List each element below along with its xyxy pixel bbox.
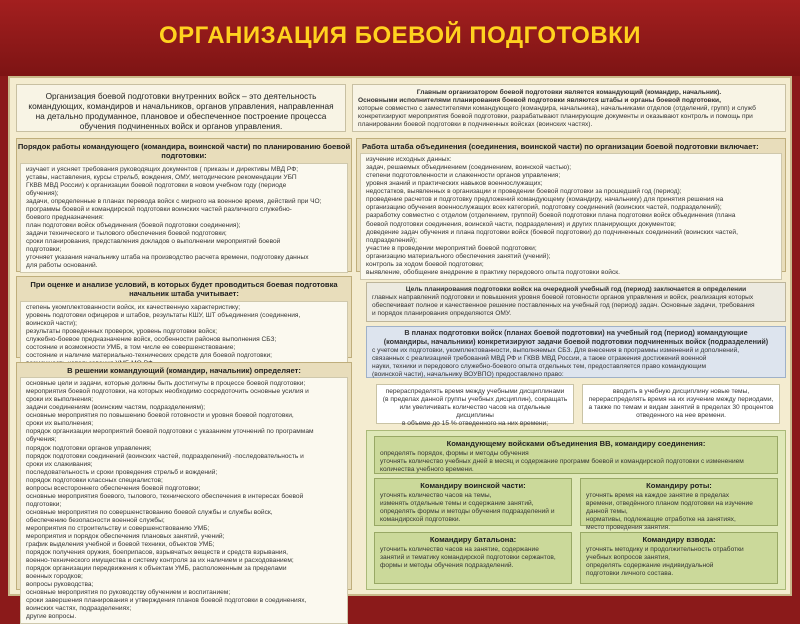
list-item: подготовки личного состава. xyxy=(586,570,674,578)
intro-line: командующих, командиров и начальников, органов управления, направленная xyxy=(28,101,334,112)
conditions-box xyxy=(16,276,352,358)
list-item: уточнять время на каждое занятие в пределах xyxy=(586,492,730,500)
list-item: задачи соединениям (воинским частям, подразделениям); xyxy=(26,404,206,412)
commander-order-list xyxy=(20,163,348,273)
intro-right-line: которые совместно с заместителями командующего (командира, начальника), начальниками отделов (отделений, групп) и служб xyxy=(358,105,756,113)
list-item: основные мероприятия по повышению боевой готовности и уровня боевой подготовки, xyxy=(26,412,294,420)
list-item: степень укомплектованности войск, их качественную характеристику; xyxy=(26,303,241,311)
list-item: боевой подготовки соединения, воинской части, подразделения) и других планирующих документов; xyxy=(366,220,676,228)
conditions-list xyxy=(20,301,348,371)
planning-goal-box xyxy=(366,282,786,322)
list-item: место проведения занятия. xyxy=(586,524,671,532)
plans-line: связанных с реализацией требований МВД РФ и ГКВВ МВД России, а также отражения достижений военной xyxy=(372,354,707,362)
commander-order-box xyxy=(16,138,352,272)
plans-line: с учетом их подготовки, укомплектованности, выполняемых СБЗ. Для внесения в программы изменений и дополнений, xyxy=(372,346,740,354)
card-line: или увеличивать количество часов на отдельные дисциплины xyxy=(399,404,551,420)
list-item: определять содержание индивидуальной xyxy=(586,562,714,570)
district-commander-box xyxy=(374,436,778,474)
list-item: уровня знаний и практических навыков военнослужащих; xyxy=(366,180,543,188)
list-item: изменять отдельные темы и содержание занятий, xyxy=(380,500,534,508)
plans-box xyxy=(366,326,786,378)
list-item: задачи, определенные в планах перевода войск с мирного на военное время, действий при ЧО; xyxy=(26,197,322,205)
list-item: задач, решаемых объединением (соединением, воинской частью); xyxy=(366,164,572,172)
planning-goal-line: обеспечивает полное и качественное решение поставленных на учебный год (период) задач. Основные задачи, требования xyxy=(372,302,755,310)
list-item: боевого предназначения: xyxy=(26,213,104,221)
list-item: вопросы всестороннего обеспечения боевой подготовки; xyxy=(26,484,201,492)
intro-definition xyxy=(16,84,346,132)
list-item: результаты проведенных проверок, уровень подготовки войск; xyxy=(26,327,218,335)
platoon-commander-box xyxy=(580,532,778,584)
list-item: учебных вопросов занятия, xyxy=(586,554,670,562)
list-item: задачи технического и тылового обеспечения боевой подготовки; xyxy=(26,229,227,237)
list-item: организацию обучения военнослужащих всех категорий, подготовку соединений (воинских частей, подразделений); xyxy=(366,204,722,212)
list-item: программы боевой и командирской подготовки воинских частей различного служебно- xyxy=(26,205,292,213)
list-item: порядок подготовки органов управления; xyxy=(26,444,152,452)
list-item: сроки их слаживания; xyxy=(26,460,93,468)
list-item: обучения); xyxy=(26,189,59,197)
list-item: мероприятия и порядок обеспечения плановых занятий, учений; xyxy=(26,532,225,540)
card-line: (в пределах данной группы учебных дисциплин), сокращать xyxy=(382,396,568,404)
intro-right-line: Главным организатором боевой подготовки является командующий (командир, начальник). xyxy=(416,89,722,96)
intro-definition-text xyxy=(17,85,345,137)
list-item: формы и методы обучения подразделений. xyxy=(380,562,514,570)
list-item: уточнить количество часов на занятие, содержание xyxy=(380,546,539,554)
list-item: сроки их выполнения; xyxy=(26,396,94,404)
unit-commander-box xyxy=(374,478,572,526)
company-commander-heading: Командиру роты: xyxy=(646,481,712,490)
list-item: уточнять методику и продолжительность отработки xyxy=(586,546,744,554)
list-item: изучение исходных данных: xyxy=(366,156,452,164)
list-item: определять формы и методы обучения подразделений и xyxy=(380,508,555,516)
intro-line: обучения подчиненных войск и органов управления. xyxy=(79,121,283,132)
list-item: участие в проведении мероприятий боевой подготовки; xyxy=(366,244,537,252)
list-item: порядок подготовки классных специалистов; xyxy=(26,476,163,484)
intro-right-line: Основными исполнителями планирования боевой подготовки являются штабы и органы боевой подготовки, xyxy=(358,97,721,105)
staff-work-list xyxy=(360,153,782,279)
district-commander-heading: Командующему войсками объединения ВВ, командиру соединения: xyxy=(446,439,706,448)
intro-line: Организация боевой подготовки внутренних войск – это деятельность xyxy=(45,91,317,101)
decision-list xyxy=(20,377,348,624)
page-title: ОРГАНИЗАЦИЯ БОЕВОЙ ПОДГОТОВКИ xyxy=(158,22,642,49)
list-item: обеспечению безопасности военной службы; xyxy=(26,516,165,524)
list-item: график выделения учебной и боевой техники, объектов УМБ; xyxy=(26,540,215,548)
list-item: сроки завершения планирования и утверждения планов боевой подготовки в соединениях, xyxy=(26,597,307,605)
decision-box xyxy=(16,362,352,621)
list-item: служебно-боевое предназначение войск, особенности районов выполнения СБЗ; xyxy=(26,335,277,343)
plans-line: (воинской части), начальнику ВОУВПО) предоставлено право: xyxy=(372,370,564,378)
list-item: порядок организации передвижения к объектам УМБ, расположенным за пределами xyxy=(26,564,287,572)
redistribute-time-card xyxy=(376,384,574,428)
list-item: данной темы, xyxy=(586,508,628,516)
list-item: командирской подготовки. xyxy=(380,516,461,524)
list-item: доведение задач обучения и плана подготовки войск (боевой подготовки) до подчиненных соединений (воинских частей, xyxy=(366,228,738,236)
list-item: недостатков, выявленных в организации и проведении боевой подготовки за прошедший год (период); xyxy=(366,188,682,196)
list-item: подразделений); xyxy=(366,236,417,244)
list-item: уточняет указания начальнику штаба на производство расчета времени, подготовку данных xyxy=(26,253,309,261)
commander-order-heading: Порядок работы командующего (командира, воинской части) по планированию боевой подготовки: xyxy=(17,142,351,161)
intro-line: на детально продуманное, плановое и обеспеченное построение процесса xyxy=(35,111,327,122)
list-item: определять порядок, формы и методы обучения xyxy=(380,450,529,458)
list-item: количества учебного времени. xyxy=(380,466,474,474)
list-item: состояние и наличие материально-технических средств для боевой подготовки; xyxy=(26,351,273,359)
card-line: перераспределять время на их изучение между периодами, xyxy=(588,396,774,404)
list-item: обучения; xyxy=(26,436,57,444)
platoon-commander-heading: Командиру взвода: xyxy=(642,535,716,544)
plans-line: науки, техники и передового служебно-боевого опыта отдельных тем, предоставляется право командующим xyxy=(372,362,707,370)
staff-work-box xyxy=(356,138,786,276)
planning-goal-line: и порядок планирования определяются ОМУ. xyxy=(372,310,512,318)
list-item: основные мероприятия боевого, тылового, технического обеспечения в интересах боевой xyxy=(26,492,304,500)
planning-goal-line: Цель планирования подготовки войск на очередной учебный год (период) заключается в определении xyxy=(405,286,747,293)
list-item: сроки их выполнения; xyxy=(26,420,94,428)
new-topics-card xyxy=(582,384,780,424)
list-item: сроки планирования, представления докладов о выполнении мероприятий боевой xyxy=(26,237,281,245)
card-line: а также по темам и видам занятий в пределах 30 процентов xyxy=(588,404,774,412)
card-line: отведенного на нее времени. xyxy=(636,412,726,420)
list-item: последовательность и сроки проведения стрельб и вождений; xyxy=(26,468,218,476)
list-item: военных городков; xyxy=(26,573,83,580)
card-line: перераспределять время между учебными дисциплинами xyxy=(385,388,565,395)
poster-panel xyxy=(8,76,792,621)
list-item: план подготовки войск объединения (боевой подготовки соединения); xyxy=(26,221,241,229)
list-item: ГКВВ МВД России) к организации боевой подготовки в новом учебном году (периоде xyxy=(26,181,287,189)
list-item: военно-технического имущества и систему контроля за их наличием и расходованием; xyxy=(26,556,294,564)
company-commander-box xyxy=(580,478,778,532)
intro-organizers xyxy=(352,84,786,132)
list-item: проведение расчетов и подготовку предложений командующему (командиру, начальнику) для принятия решения на xyxy=(366,196,724,204)
unit-commander-heading: Командиру воинской части: xyxy=(420,481,526,490)
list-item: уточнять количество часов на темы, xyxy=(380,492,492,500)
staff-work-heading: Работа штаба объединения (соединения, воинской части) по организации боевой подготовки включает: xyxy=(362,142,759,151)
list-item: воинских частях, подразделениях; xyxy=(26,605,132,613)
list-item: уточнять количество учебных дней в месяц и содержание программ боевой и командирской подготовки с изменением xyxy=(380,458,744,466)
list-item: вопросы руководства; xyxy=(26,581,94,589)
intro-right-line: конкретизируют мероприятия боевой подготовки, разрабатывают планирующие документы и оказывают контроль и помощь при xyxy=(358,113,753,121)
list-item: нормативы, подлежащие отработке на занятиях, xyxy=(586,516,736,524)
list-item: уставы, наставления, курсы стрельб, вождения, ОМУ, методические рекомендации УБП xyxy=(26,173,297,181)
decision-heading: В решении командующий (командир, начальник) определяет: xyxy=(67,366,301,375)
plans-line: (командиры, начальники) конкретизируют задачи боевой подготовки подчиненных войск (подразделений) xyxy=(383,336,769,346)
list-item: подготовки; xyxy=(26,245,62,253)
list-item: разработку совместно с отделом (отделением, группой) боевой подготовки плана подготовки войск объединения (плана xyxy=(366,212,736,220)
list-item: занятий и тематику командирской подготовки сержантов, xyxy=(380,554,556,562)
battalion-commander-heading: Командиру батальона: xyxy=(429,535,517,544)
list-item: выявление, обобщение внедрение в практику передового опыта подготовки войск. xyxy=(366,268,620,276)
card-line: в объеме до 15 % отведенного на них времени; xyxy=(401,420,549,428)
list-item: времени, отведённого планом подготовки на изучение xyxy=(586,500,753,508)
list-item: порядок подготовки соединений (воинских частей, подразделений) -последовательность и xyxy=(26,452,304,460)
list-item: уровень подготовки офицеров и штабов, результаты КШУ, ШТ объединения (соединения, xyxy=(26,311,301,319)
list-item: мероприятия боевой подготовки, на которых необходимо сосредоточить основные усилия и xyxy=(26,388,309,396)
list-item: состояние и возможности УМБ, в том числе ее совершенствование; xyxy=(26,343,236,351)
conditions-heading: При оценке и анализе условий, в которых будет проводиться боевая подготовка начальник штаба учитывает: xyxy=(30,280,338,299)
list-item: другие вопросы. xyxy=(26,613,77,621)
list-item: степени подготовленности и слаженности органов управления; xyxy=(366,172,561,180)
planning-goal-line: главных направлений подготовки и повышения уровня боевой готовности органов управления и войск, реализация которых xyxy=(372,294,754,302)
list-item: порядок получения оружия, боеприпасов, взрывчатых веществ и средств взрывания, xyxy=(26,548,288,556)
list-item: мероприятия по строительству и совершенствованию УМБ; xyxy=(26,524,210,532)
list-item: воинской части); xyxy=(26,319,77,327)
list-item: изучает и уясняет требования руководящих документов ( приказы и директивы МВД РФ; xyxy=(26,165,299,173)
list-item: основные мероприятия по совершенствованию боевой службы и службы войск, xyxy=(26,508,273,516)
battalion-commander-box xyxy=(374,532,572,584)
intro-right-line: планировании боевой подготовки в подчиненных войсках (воинских частях). xyxy=(358,121,593,129)
title-bar xyxy=(0,0,800,76)
list-item: порядок организации мероприятий боевой подготовки с указанием уточнений по программам xyxy=(26,428,314,436)
list-item: для работы оснований. xyxy=(26,261,98,269)
list-item: основные мероприятия по руководству обучением и воспитанием; xyxy=(26,589,231,597)
plans-line: В планах подготовки войск (планах боевой подготовки) на учебный год (период) командующие xyxy=(404,328,748,337)
list-item: подготовки; xyxy=(26,500,62,508)
list-item: организацию материального обеспечения занятий (учений); xyxy=(366,252,551,260)
list-item: основные цели и задачи, которые должны быть достигнуты в процессе боевой подготовки; xyxy=(26,380,306,388)
card-line: вводить в учебную дисциплину новые темы, xyxy=(612,388,750,395)
list-item: контроль за ходом боевой подготовки; xyxy=(366,260,484,268)
